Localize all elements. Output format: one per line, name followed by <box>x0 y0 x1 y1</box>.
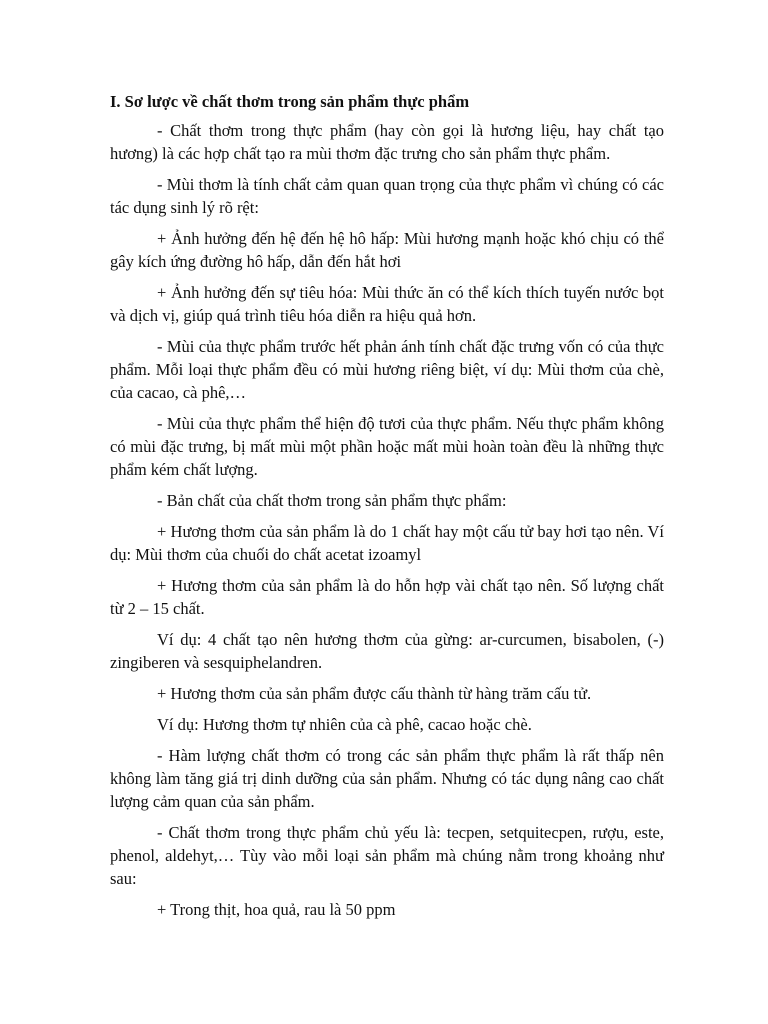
paragraph-single-compound: + Hương thơm của sản phẩm là do 1 chất hay một cấu tử bay hơi tạo nên. Ví dụ: Mùi thơm của chuối do chất acetat izoamyl <box>110 522 664 564</box>
paragraph-definition: - Chất thơm trong thực phẩm (hay còn gọi là hương liệu, hay chất tạo hương) là các hợp chất tạo ra mùi thơm đặc trưng cho sản phẩm thực phẩm. <box>110 121 664 163</box>
section-heading: I. Sơ lược về chất thơm trong sản phẩm thực phẩm <box>110 92 470 111</box>
paragraph-coffee-example: Ví dụ: Hương thơm tự nhiên của cà phê, cacao hoặc chè. <box>157 715 532 734</box>
paragraph-ginger-example: Ví dụ: 4 chất tạo nên hương thơm của gừng: ar-curcumen, bisabolen, (-) zingiberen và sesquiphelandren. <box>110 630 664 672</box>
paragraph-meat-fruit-vegetable: + Trong thịt, hoa quả, rau là 50 ppm <box>157 900 396 919</box>
document-page <box>110 90 664 929</box>
paragraph-characteristic-smell: - Mùi của thực phẩm trước hết phản ánh tính chất đặc trưng vốn có của thực phẩm. Mỗi loại thực phẩm đều có mùi hương riêng biệt, ví dụ: Mùi thơm của chè, của cacao, cà phê,… <box>110 337 664 402</box>
paragraph-digestion-effect: + Ảnh hưởng đến sự tiêu hóa: Mùi thức ăn có thể kích thích tuyến nước bọt và dịch vị, giúp quá trình tiêu hóa diễn ra hiệu quả hơn. <box>110 283 664 325</box>
paragraph-freshness: - Mùi của thực phẩm thể hiện độ tươi của thực phẩm. Nếu thực phẩm không có mùi đặc trưng, bị mất mùi một phần hoặc mất mùi hoàn toàn đều là những thực phẩm kém chất lượng. <box>110 414 664 479</box>
paragraph-nature-intro: - Bản chất của chất thơm trong sản phẩm thực phẩm: <box>157 491 507 510</box>
paragraph-content-level: - Hàm lượng chất thơm có trong các sản phẩm thực phẩm là rất thấp nên không làm tăng giá trị dinh dưỡng của sản phẩm. Nhưng có tác dụng nâng cao chất lượng cảm quan của sản phẩm. <box>110 746 664 811</box>
paragraph-compound-types: - Chất thơm trong thực phẩm chủ yếu là: tecpen, setquitecpen, rượu, este, phenol, aldehyt,… Tùy vào mỗi loại sản phẩm mà chúng nằm trong khoảng như sau: <box>110 823 664 888</box>
paragraph-mixture: + Hương thơm của sản phẩm là do hỗn hợp vài chất tạo nên. Số lượng chất từ 2 – 15 chất. <box>110 576 664 618</box>
paragraph-sensory-importance: - Mùi thơm là tính chất cảm quan quan trọng của thực phẩm vì chúng có các tác dụng sinh lý rõ rệt: <box>110 175 664 217</box>
paragraph-hundreds-components: + Hương thơm của sản phẩm được cấu thành từ hàng trăm cấu tử. <box>157 684 592 703</box>
paragraph-respiratory-effect: + Ảnh hưởng đến hệ đến hệ hô hấp: Mùi hương mạnh hoặc khó chịu có thể gây kích ứng đường hô hấp, dẫn đến hắt hơi <box>110 229 664 271</box>
